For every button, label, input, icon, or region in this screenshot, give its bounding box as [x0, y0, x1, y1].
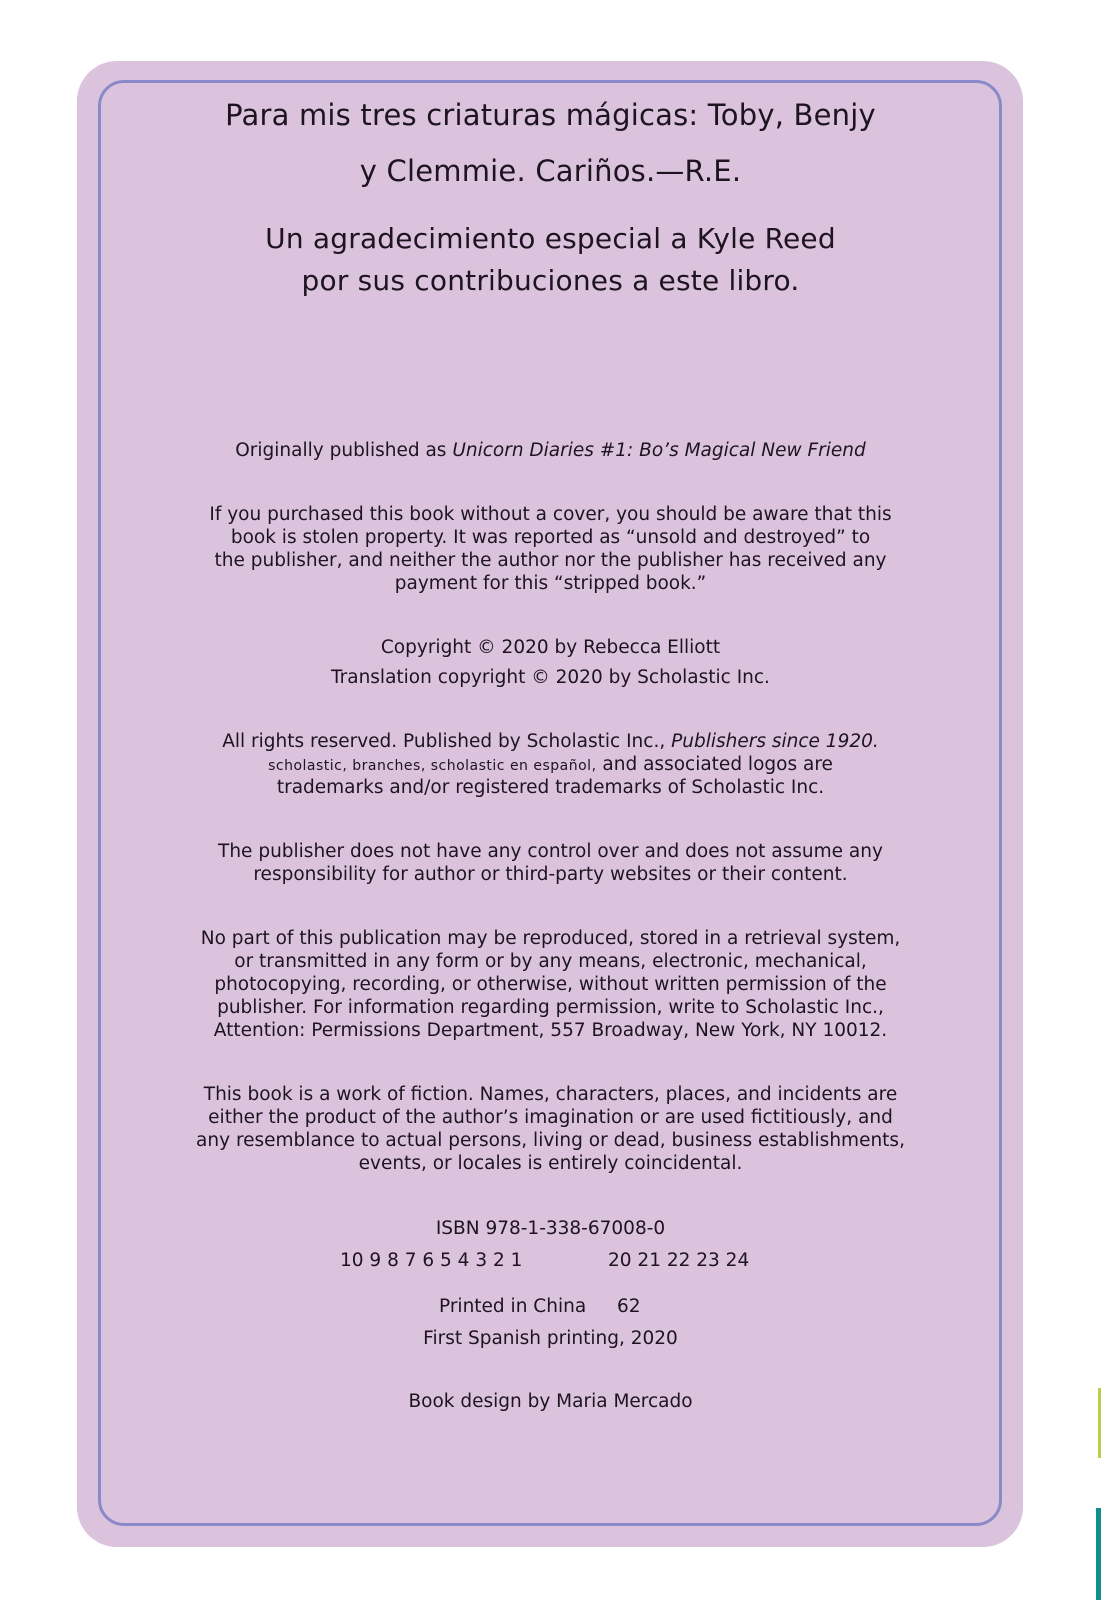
trademark-names: scholastic, branches, scholastic en español,: [268, 758, 597, 774]
fiction-notice-line: any resemblance to actual persons, living or dead, business establishments,: [196, 1130, 905, 1151]
dedication-line-1: Para mis tres criaturas mágicas: Toby, Benjy: [225, 98, 876, 132]
rights-line-1: [0, 731, 1101, 752]
stripped-notice-line: book is stolen property. It was reported as “unsold and destroyed” to: [230, 527, 871, 548]
acknowledgment-line-2: por sus contribuciones a este libro.: [301, 264, 800, 297]
original-title-line: [0, 440, 1101, 461]
printing-years: 20 21 22 23 24: [608, 1250, 750, 1271]
reproduction-notice-line: publisher. For information regarding permission, write to Scholastic Inc.,: [217, 997, 884, 1018]
rights-text: and associated logos are: [596, 754, 833, 775]
reproduction-notice-line: or transmitted in any form or by any means, electronic, mechanical,: [234, 951, 867, 972]
reproduction-notice-line: No part of this publication may be reproduced, stored in a retrieval system,: [200, 928, 901, 949]
rights-text: All rights reserved. Published by Scholastic Inc.,: [222, 731, 672, 752]
printed-in: Printed in China: [439, 1296, 587, 1317]
copyright-line: Copyright © 2020 by Rebecca Elliott: [380, 637, 721, 658]
website-notice-line: The publisher does not have any control over and does not assume any: [218, 841, 883, 862]
reproduction-notice-line: Attention: Permissions Department, 557 Broadway, New York, NY 10012.: [213, 1020, 888, 1041]
first-printing: First Spanish printing, 2020: [423, 1328, 678, 1349]
acknowledgment-line-1: Un agradecimiento especial a Kyle Reed: [265, 222, 836, 255]
reproduction-notice-line: photocopying, recording, or otherwise, without written permission of the: [214, 974, 887, 995]
rights-line-2: [0, 754, 1101, 775]
dedication-line-2: y Clemmie. Cariños.—R.E.: [359, 154, 742, 188]
page-edge-strip: [1096, 1508, 1101, 1600]
stripped-notice-line: payment for this “stripped book.”: [394, 573, 707, 594]
fiction-notice-line: This book is a work of fiction. Names, characters, places, and incidents are: [203, 1084, 898, 1105]
stripped-notice-line: If you purchased this book without a cover, you should be aware that this: [209, 504, 892, 525]
fiction-notice-line: either the product of the author’s imagination or are used fictitiously, and: [208, 1107, 893, 1128]
rights-line-3: trademarks and/or registered trademarks of Scholastic Inc.: [276, 777, 825, 798]
publisher-tagline: Publishers since 1920.: [671, 731, 879, 752]
original-title-name: Unicorn Diaries #1: Bo’s Magical New Friend: [452, 440, 866, 461]
printed-code: 62: [617, 1296, 641, 1317]
isbn: ISBN 978-1-338-67008-0: [435, 1218, 666, 1239]
website-notice-line: responsibility for author or third-party websites or their content.: [253, 864, 848, 885]
printing-numbers: 10 9 8 7 6 5 4 3 2 1: [340, 1250, 523, 1271]
translation-copyright-line: Translation copyright © 2020 by Scholastic Inc.: [331, 667, 770, 688]
fiction-notice-line: events, or locales is entirely coincidental.: [358, 1153, 743, 1174]
stripped-notice-line: the publisher, and neither the author nor the publisher has received any: [214, 550, 887, 571]
original-title-prefix: Originally published as: [235, 440, 453, 461]
book-design-credit: Book design by Maria Mercado: [408, 1391, 693, 1412]
